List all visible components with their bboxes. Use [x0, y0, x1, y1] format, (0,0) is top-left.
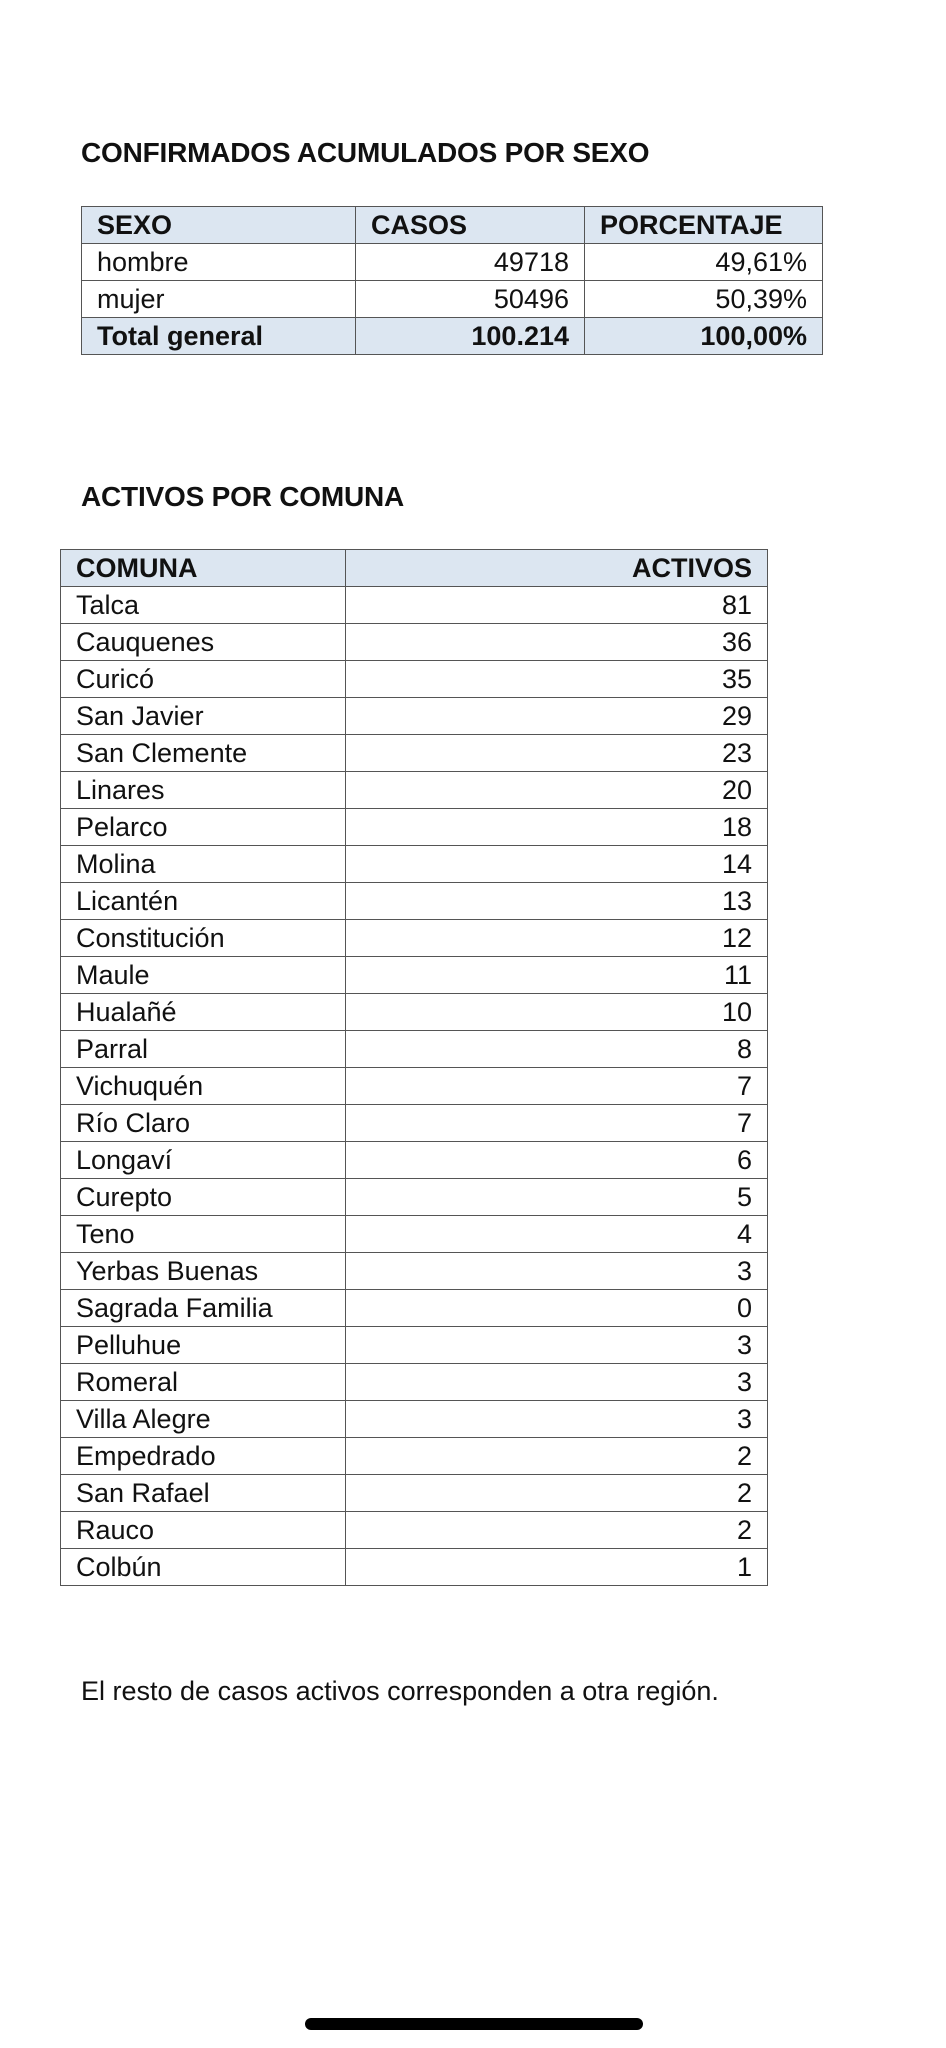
- footnote: El resto de casos activos corresponden a otra región.: [81, 1676, 719, 1706]
- table-row: [61, 809, 768, 846]
- activos-value-cell: 3: [346, 1327, 768, 1364]
- comuna-name-cell: Sagrada Familia: [61, 1290, 346, 1327]
- comuna-name-cell: Romeral: [61, 1364, 346, 1401]
- activos-value-cell: 2: [346, 1438, 768, 1475]
- activos-value-cell: 2: [346, 1512, 768, 1549]
- comuna-name-cell: Rauco: [61, 1512, 346, 1549]
- activos-value-cell: 23: [346, 735, 768, 772]
- sexo-table-header-row: [82, 207, 823, 244]
- comuna-name-cell: Vichuquén: [61, 1068, 346, 1105]
- comuna-name-cell: Yerbas Buenas: [61, 1253, 346, 1290]
- activos-value-cell: 7: [346, 1105, 768, 1142]
- comuna-name-cell: San Clemente: [61, 735, 346, 772]
- comuna-name-cell: Parral: [61, 1031, 346, 1068]
- activos-value-cell: 35: [346, 661, 768, 698]
- total-porcentaje-cell: 100,00%: [585, 318, 823, 355]
- activos-value-cell: 36: [346, 624, 768, 661]
- activos-value-cell: 7: [346, 1068, 768, 1105]
- sexo-section-title: CONFIRMADOS ACUMULADOS POR SEXO: [81, 137, 650, 168]
- comuna-name-cell: Maule: [61, 957, 346, 994]
- comuna-name-cell: Cauquenes: [61, 624, 346, 661]
- table-row: [61, 994, 768, 1031]
- activos-value-cell: 5: [346, 1179, 768, 1216]
- activos-value-cell: 2: [346, 1475, 768, 1512]
- activos-value-cell: 3: [346, 1364, 768, 1401]
- comuna-name-cell: Villa Alegre: [61, 1401, 346, 1438]
- activos-value-cell: 20: [346, 772, 768, 809]
- comuna-section-title: ACTIVOS POR COMUNA: [81, 481, 405, 512]
- comuna-name-cell: Longaví: [61, 1142, 346, 1179]
- porcentaje-cell: 49,61%: [585, 244, 823, 281]
- table-row: [61, 1290, 768, 1327]
- activos-value-cell: 13: [346, 883, 768, 920]
- table-row: [61, 883, 768, 920]
- table-row: [61, 1475, 768, 1512]
- table-row: [61, 624, 768, 661]
- activos-value-cell: 6: [346, 1142, 768, 1179]
- comuna-name-cell: Curicó: [61, 661, 346, 698]
- activos-value-cell: 8: [346, 1031, 768, 1068]
- activos-value-cell: 3: [346, 1253, 768, 1290]
- table-row: [61, 1364, 768, 1401]
- comuna-name-cell: Colbún: [61, 1549, 346, 1586]
- sexo-cell: hombre: [82, 244, 356, 281]
- comuna-name-cell: Molina: [61, 846, 346, 883]
- porcentaje-cell: 50,39%: [585, 281, 823, 318]
- table-row: [61, 1327, 768, 1364]
- sexo-column-header: SEXO: [82, 207, 356, 244]
- total-casos-cell: 100.214: [356, 318, 585, 355]
- activos-value-cell: 11: [346, 957, 768, 994]
- table-row: [61, 587, 768, 624]
- comuna-table-header-row: [61, 550, 768, 587]
- casos-cell: 50496: [356, 281, 585, 318]
- comuna-name-cell: Linares: [61, 772, 346, 809]
- activos-value-cell: 14: [346, 846, 768, 883]
- table-row: [61, 1216, 768, 1253]
- total-label-cell: Total general: [82, 318, 356, 355]
- table-row: [82, 244, 823, 281]
- activos-value-cell: 0: [346, 1290, 768, 1327]
- total-row: [82, 318, 823, 355]
- activos-value-cell: 10: [346, 994, 768, 1031]
- activos-value-cell: 1: [346, 1549, 768, 1586]
- comuna-name-cell: San Rafael: [61, 1475, 346, 1512]
- activos-column-header: ACTIVOS: [346, 550, 768, 587]
- comuna-name-cell: Constitución: [61, 920, 346, 957]
- sexo-table: [81, 206, 823, 355]
- table-row: [61, 698, 768, 735]
- sexo-cell: mujer: [82, 281, 356, 318]
- comuna-name-cell: San Javier: [61, 698, 346, 735]
- table-row: [82, 281, 823, 318]
- comuna-name-cell: Pelluhue: [61, 1327, 346, 1364]
- comuna-name-cell: Empedrado: [61, 1438, 346, 1475]
- table-row: [61, 1142, 768, 1179]
- comuna-name-cell: Talca: [61, 587, 346, 624]
- table-row: [61, 772, 768, 809]
- comuna-name-cell: Licantén: [61, 883, 346, 920]
- table-row: [61, 920, 768, 957]
- activos-value-cell: 4: [346, 1216, 768, 1253]
- table-row: [61, 1031, 768, 1068]
- comuna-column-header: COMUNA: [61, 550, 346, 587]
- comuna-name-cell: Pelarco: [61, 809, 346, 846]
- comuna-name-cell: Río Claro: [61, 1105, 346, 1142]
- casos-column-header: CASOS: [356, 207, 585, 244]
- comuna-name-cell: Curepto: [61, 1179, 346, 1216]
- table-row: [61, 1179, 768, 1216]
- porcentaje-column-header: PORCENTAJE: [585, 207, 823, 244]
- table-row: [61, 1512, 768, 1549]
- table-row: [61, 735, 768, 772]
- activos-value-cell: 81: [346, 587, 768, 624]
- activos-value-cell: 12: [346, 920, 768, 957]
- comuna-table: [60, 549, 768, 1586]
- home-indicator[interactable]: [305, 2018, 643, 2030]
- activos-value-cell: 29: [346, 698, 768, 735]
- table-row: [61, 1253, 768, 1290]
- table-row: [61, 1401, 768, 1438]
- table-row: [61, 1549, 768, 1586]
- activos-value-cell: 18: [346, 809, 768, 846]
- table-row: [61, 1068, 768, 1105]
- table-row: [61, 957, 768, 994]
- activos-value-cell: 3: [346, 1401, 768, 1438]
- table-row: [61, 1438, 768, 1475]
- table-row: [61, 661, 768, 698]
- table-row: [61, 1105, 768, 1142]
- comuna-name-cell: Hualañé: [61, 994, 346, 1031]
- table-row: [61, 846, 768, 883]
- casos-cell: 49718: [356, 244, 585, 281]
- comuna-name-cell: Teno: [61, 1216, 346, 1253]
